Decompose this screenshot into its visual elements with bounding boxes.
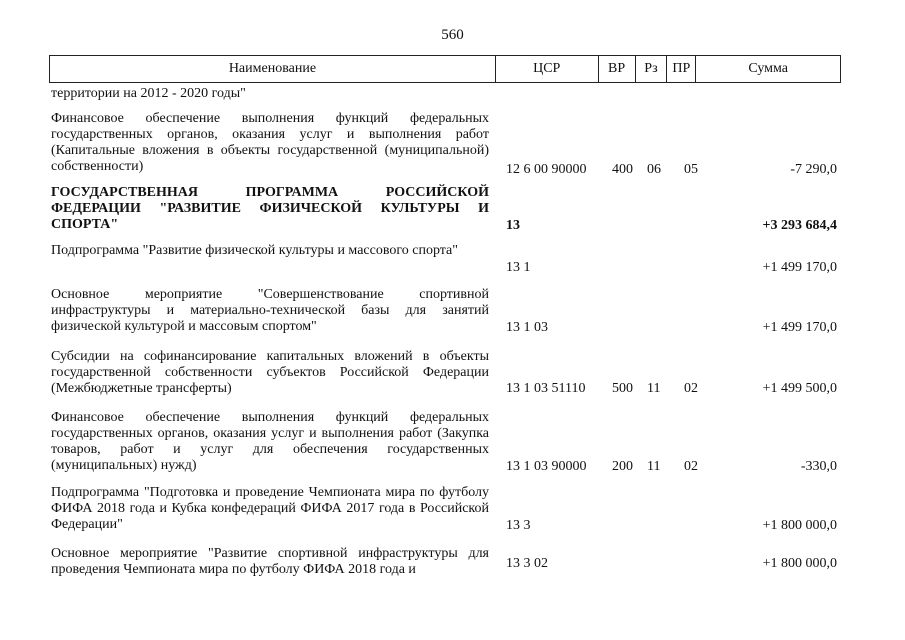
row-name: территории на 2012 - 2020 годы" bbox=[51, 86, 246, 101]
row-csr: 13 1 03 51110 bbox=[506, 381, 586, 396]
row-name: Основное мероприятие "Развитие спортивной инфраструктуры для проведения Чемпионата мира по футболу ФИФА 2018 года и bbox=[51, 546, 489, 577]
row-csr: 13 3 bbox=[506, 518, 531, 533]
table-row bbox=[51, 349, 841, 399]
row-sum: +1 499 170,0 bbox=[762, 320, 837, 335]
header-sum: Сумма bbox=[748, 61, 788, 76]
row-csr: 13 1 bbox=[506, 260, 531, 275]
header-pr: ПР bbox=[667, 56, 696, 82]
row-sum: -330,0 bbox=[800, 459, 837, 474]
row-vr: 500 bbox=[612, 381, 633, 396]
table-row bbox=[51, 287, 841, 337]
row-name: Подпрограмма "Развитие физической культуры и массового спорта" bbox=[51, 243, 458, 258]
row-csr: 12 6 00 90000 bbox=[506, 162, 587, 177]
row-name: Основное мероприятие "Совершенствование спортивной инфраструктуры и материально-технической базы для занятий физической культурой и массовым спортом" bbox=[51, 287, 489, 334]
table-row bbox=[51, 243, 841, 277]
row-csr: 13 1 03 bbox=[506, 320, 548, 335]
row-name: Подпрограмма "Подготовка и проведение Чемпионата мира по футболу ФИФА 2018 года и Кубка конфедераций ФИФА 2017 года в Российской Федерации" bbox=[51, 485, 489, 532]
row-vr: 400 bbox=[612, 162, 633, 177]
row-sum: +1 499 500,0 bbox=[762, 381, 837, 396]
row-csr: 13 3 02 bbox=[506, 556, 548, 571]
header-name: Наименование bbox=[50, 56, 496, 82]
row-rz: 11 bbox=[647, 459, 661, 474]
table-row bbox=[51, 485, 841, 535]
row-sum: +1 800 000,0 bbox=[762, 518, 837, 533]
row-pr: 05 bbox=[684, 162, 698, 177]
header-csr: ЦСР bbox=[496, 56, 599, 82]
table-row bbox=[51, 410, 841, 478]
row-pr: 02 bbox=[684, 381, 698, 396]
row-sum: +1 800 000,0 bbox=[762, 556, 837, 571]
table-row bbox=[51, 111, 841, 179]
header-rz: Рз bbox=[636, 56, 668, 82]
row-csr: 13 1 03 90000 bbox=[506, 459, 587, 474]
row-rz: 11 bbox=[647, 381, 661, 396]
table-row bbox=[51, 185, 841, 235]
row-name: Финансовое обеспечение выполнения функций федеральных государственных органов, оказания услуг и выполнения работ (Капитальные вложения в объекты государственной (муниципальной) собственности) bbox=[51, 111, 489, 174]
row-sum: -7 290,0 bbox=[790, 162, 837, 177]
row-vr: 200 bbox=[612, 459, 633, 474]
row-name: Субсидии на софинансирование капитальных вложений в объекты государственной собственности субъектов Российской Федерации (Межбюджетные трансферты) bbox=[51, 349, 489, 396]
row-sum: +3 293 684,4 bbox=[762, 218, 837, 233]
table-row bbox=[51, 546, 841, 580]
page-number: 560 bbox=[441, 27, 464, 43]
table-header bbox=[49, 55, 841, 83]
row-sum: +1 499 170,0 bbox=[762, 260, 837, 275]
header-vr: ВР bbox=[599, 56, 636, 82]
row-pr: 02 bbox=[684, 459, 698, 474]
table-row bbox=[51, 86, 841, 104]
row-csr: 13 bbox=[506, 218, 520, 233]
row-name: ГОСУДАРСТВЕННАЯ ПРОГРАММА РОССИЙСКОЙ ФЕДЕРАЦИИ "РАЗВИТИЕ ФИЗИЧЕСКОЙ КУЛЬТУРЫ И СПОРТА" bbox=[51, 185, 489, 232]
row-rz: 06 bbox=[647, 162, 661, 177]
row-name: Финансовое обеспечение выполнения функций федеральных государственных органов, оказания услуг и выполнения работ (Закупка товаров, работ и услуг для обеспечения государственных (муниципальных) нужд) bbox=[51, 410, 489, 473]
